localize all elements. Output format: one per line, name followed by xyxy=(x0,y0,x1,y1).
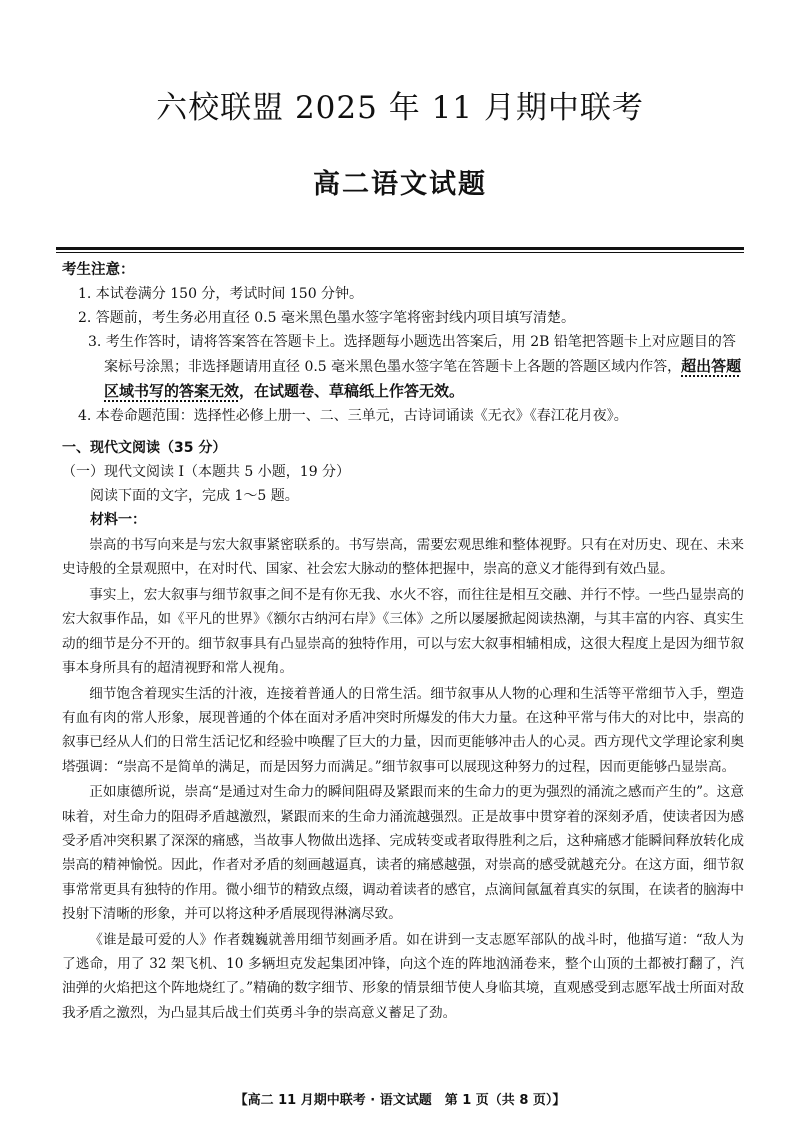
page-footer: 【高二 11 月期中联考 · 语文试题 第 1 页（共 8 页）】 xyxy=(234,1093,566,1108)
subject-title: 高二语文试题 xyxy=(313,169,487,200)
paragraph: 细节饱含着现实生活的汁液，连接着普通人的日常生活。细节叙事从人物的心理和生活等平常细节入手，塑造有血有肉的常人形象，展现普通的个体在面对矛盾冲突时所爆发的伟大力量。在这种平常与伟大的对比中，崇高的叙事已经从人们的日常生活记忆和经验中唤醒了巨大的力量，因而更能够冲击人的心灵。西方现代文学理论家利奥塔强调：“崇高不是简单的满足，而是因努力而满足。”细节叙事可以展现这种努力的过程，因而更能够凸显崇高。 xyxy=(62,685,744,775)
paragraph: 《谁是最可爱的人》作者魏巍就善用细节刻画矛盾。如在讲到一支志愿军部队的战斗时，他描写道：“敌人为了逃命，用了 32 架飞机、10 多辆坦克发起集团冲锋，向这个连的阵地汹涌卷来，整个山顶的土都被打翻了，汽油弹的火焰把这个阵地烧红了。”精确的数字细节、形象的情景细节使人身临其境，直观感受到志愿军战士所面对敌我矛盾之激烈，为凸显其后战士们英勇斗争的崇高意义蓄足了劲。 xyxy=(62,931,744,1021)
section-title: 一、现代文阅读（35 分） xyxy=(62,440,227,456)
notice-heading: 考生注意： xyxy=(62,262,135,278)
notice-item-3-emphasis: 超出答题区域书写的答案无效 xyxy=(104,357,742,400)
notice-item-3 xyxy=(62,330,742,404)
paragraph: 事实上，宏大叙事与细节叙事之间不是有你无我、水火不容，而往往是相互交融、并行不悖。一些凸显崇高的宏大叙事作品，如《平凡的世界》《额尔古纳河右岸》《三体》之所以屡屡掀起阅读热潮，与其丰富的内容、真实生动的细节是分不开的。细节叙事具有凸显崇高的独特作用，可以与宏大叙事相辅相成，这很大程度上是因为细节叙事本身所具有的超清视野和常人视角。 xyxy=(62,587,744,676)
material-label: 材料一： xyxy=(90,512,146,528)
notice-item-4: 4. 本卷命题范围：选择性必修上册一、二、三单元，古诗词诵读《无衣》《春江花月夜》。 xyxy=(78,408,628,424)
notice-item-3-text: 3. 考生作答时，请将答案答在答题卡上。选择题每小题选出答案后，用 2B 铅笔把答题卡上对应题目的答案标号涂黑；非选择题请用直径 0.5 毫米黑色墨水签字笔在答题卡上各题的答题区域内作答， xyxy=(88,334,736,375)
notice-item-2: 2. 答题前，考生务必用直径 0.5 毫米黑色墨水签字笔将密封线内项目填写清楚。 xyxy=(78,310,575,326)
header-divider-thick xyxy=(56,247,744,250)
paragraph: 正如康德所说，崇高“是通过对生命力的瞬间阻碍及紧跟而来的生命力的更为强烈的涌流之感而产生的”。这意味着，对生命力的阻碍矛盾越激烈，紧跟而来的生命力涌流越强烈。正是故事中贯穿着的深刻矛盾，使读者因为感受矛盾冲突积累了深深的痛感，当故事人物做出选择、完成转变或者取得胜利之后，这种痛感才能瞬间释放转化成崇高的精神愉悦。因此，作者对矛盾的刻画越逼真，读者的痛感越强，对崇高的感受就越充分。在这方面，细节叙事常常更具有独特的作用。微小细节的精致点缀，调动着读者的感官，点滴间氤氲着真实的氛围，在读者的脑海中投射下清晰的形象，并可以将这种矛盾展现得淋漓尽致。 xyxy=(62,784,744,922)
exam-title: 六校联盟 2025 年 11 月期中联考 xyxy=(156,90,644,126)
notice-item-1: 1. 本试卷满分 150 分，考试时间 150 分钟。 xyxy=(78,286,364,302)
paragraph: 崇高的书写向来是与宏大叙事紧密联系的。书写崇高，需要宏观思维和整体视野。只有在对历史、现在、未来史诗般的全景观照中，在对时代、国家、社会宏大脉动的整体把握中，崇高的意义才能得到有效凸显。 xyxy=(62,537,744,578)
notice-item-3-emphasis-end: ，在试题卷、草稿纸上作答无效。 xyxy=(239,382,465,400)
header-divider-thin xyxy=(56,252,744,253)
candidate-notice xyxy=(62,258,742,428)
material-text xyxy=(62,533,744,1026)
subsection-title: （一）现代文阅读 Ⅰ（本题共 5 小题，19 分） xyxy=(62,464,351,480)
reading-section xyxy=(62,436,752,532)
reading-instruction: 阅读下面的文字，完成 1～5 题。 xyxy=(90,488,299,504)
